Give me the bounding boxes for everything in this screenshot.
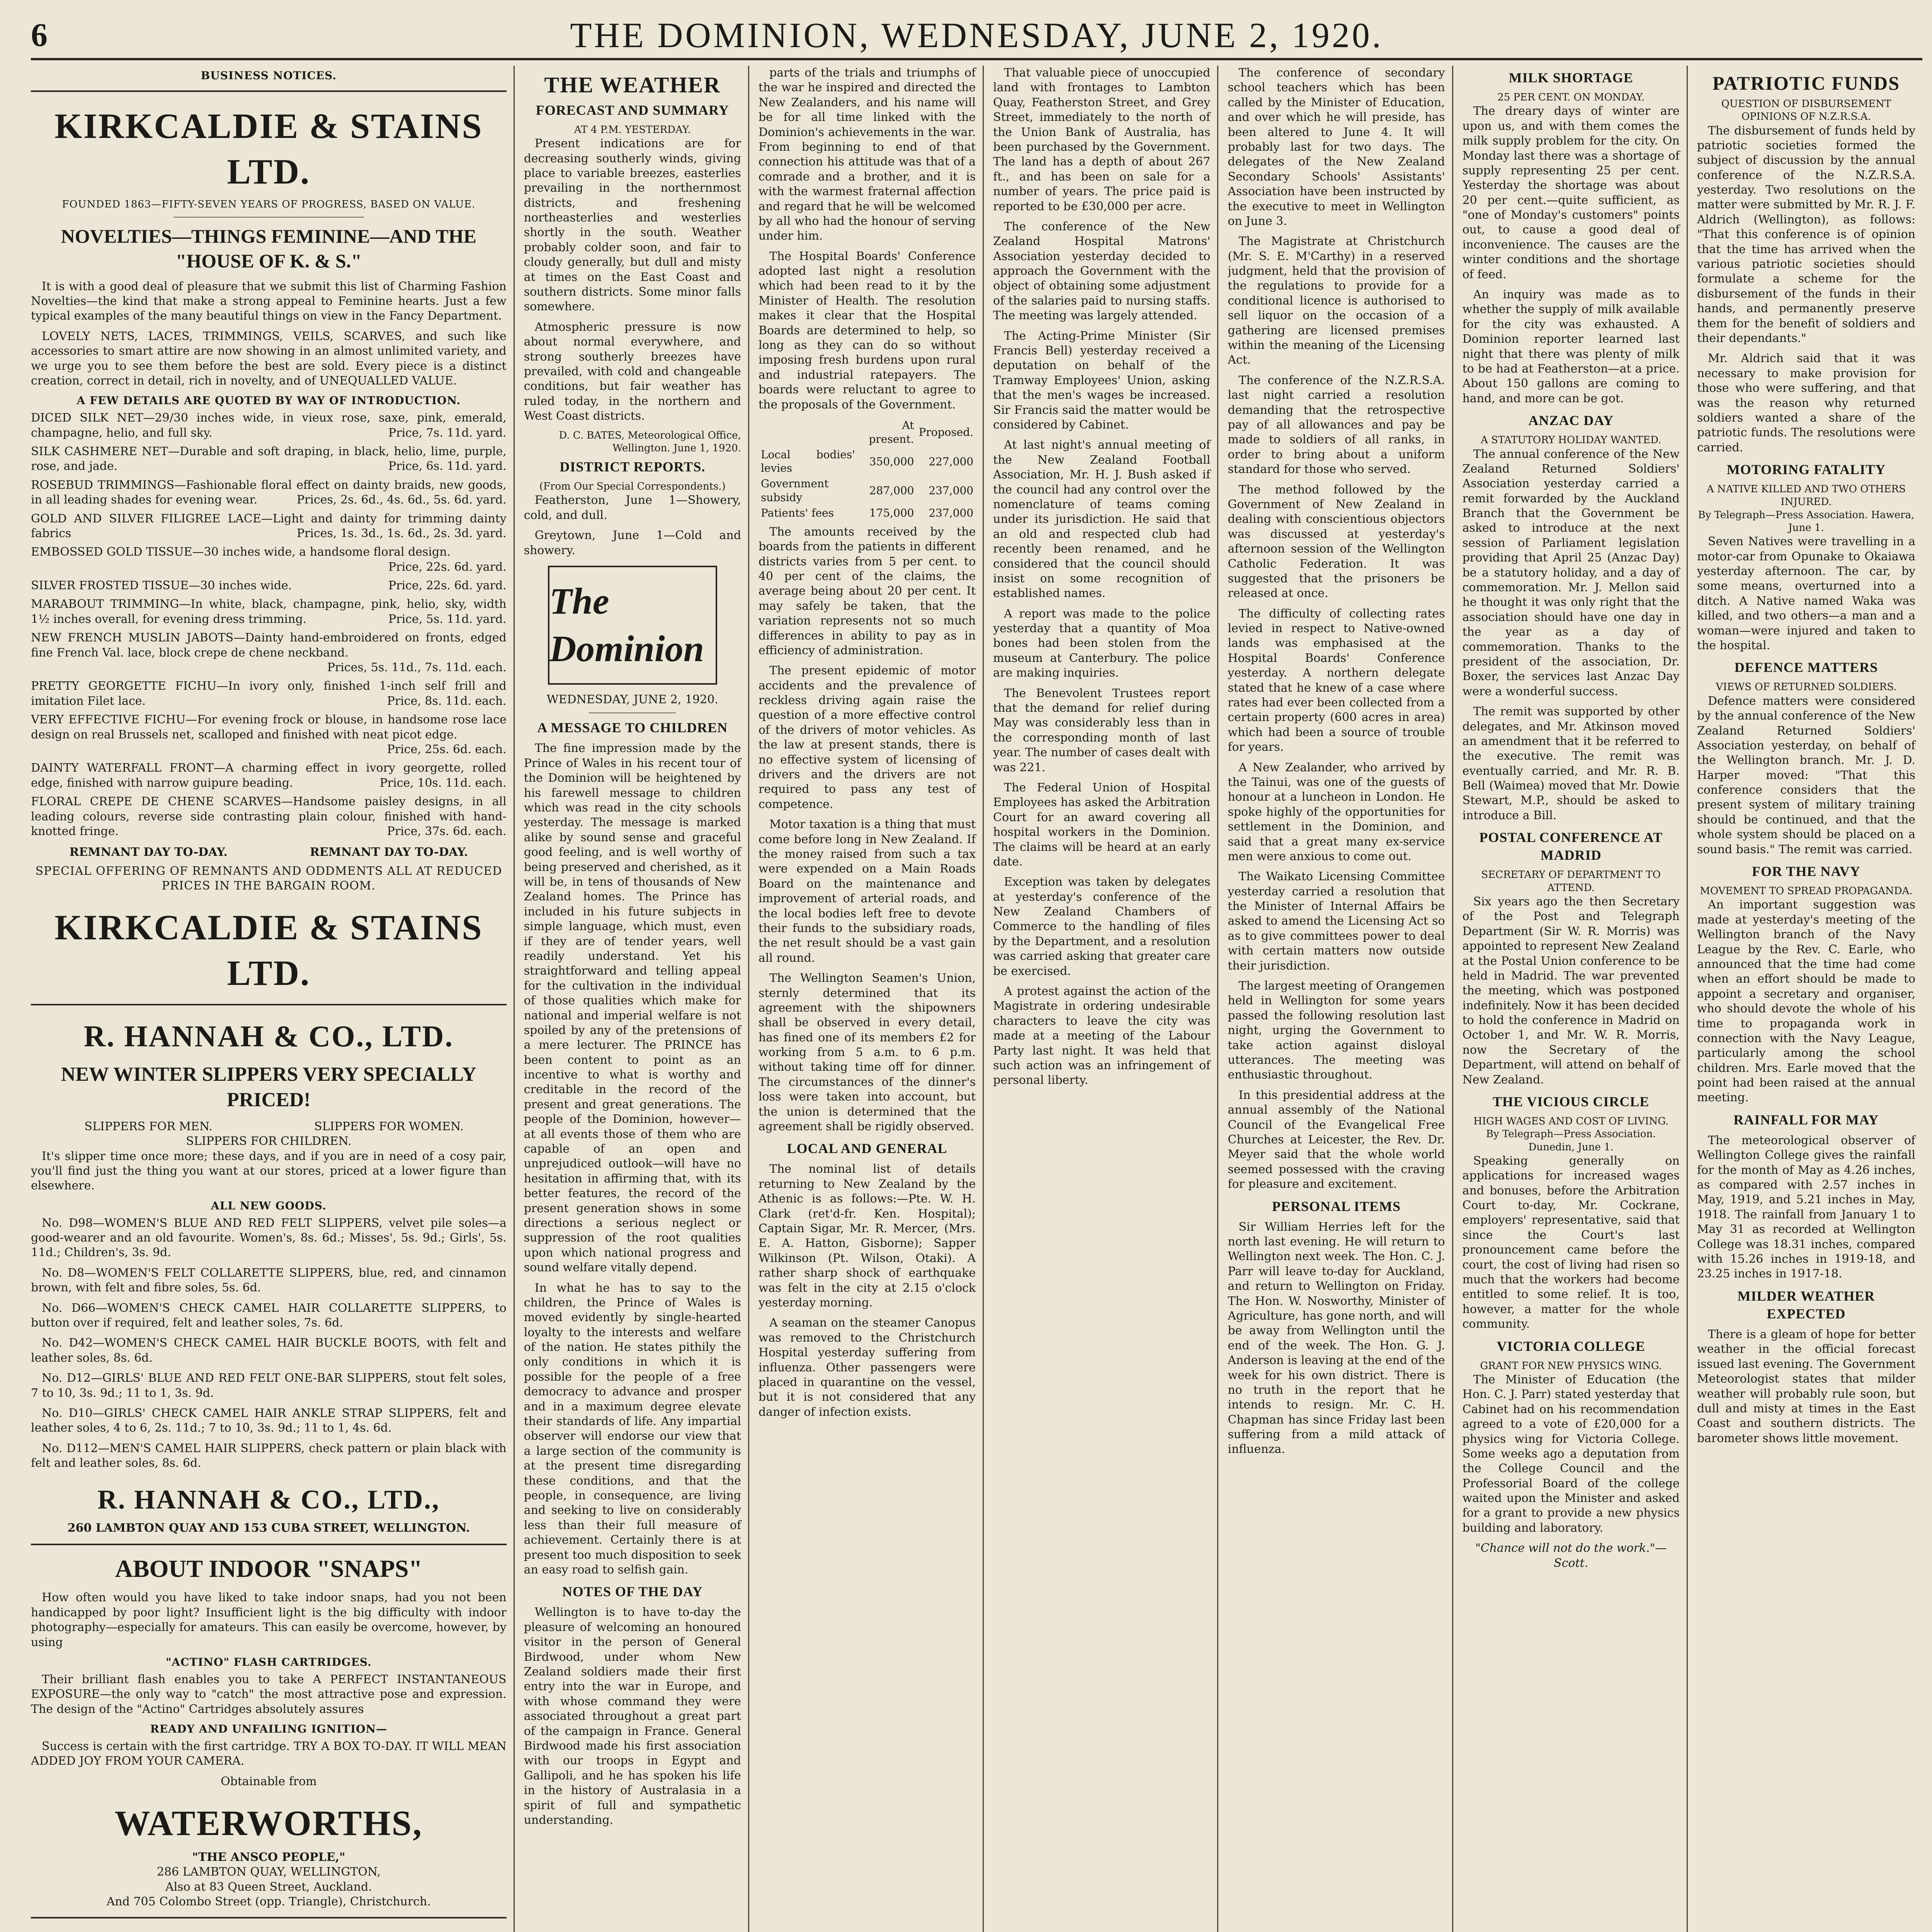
col5-body-4: The method followed by the Government of New Zealand in dealing with conscientious objectors was discussed at yesterday's afternoon session of the Wellington Catholic Federation. It was suggested that the prisoners be released at once.: [1228, 483, 1445, 600]
patriotic-funds-heading: PATRIOTIC FUNDS: [1712, 72, 1900, 94]
victoria-college-sub: GRANT FOR NEW PHYSICS WING.: [1480, 1360, 1662, 1372]
list-item: [31, 444, 507, 474]
list-item: [31, 512, 507, 541]
item-price: Prices, 2s. 6d., 4s. 6d., 5s. 6d. yard.: [296, 493, 507, 507]
novelties-heading: NOVELTIES—THINGS FEMININE—AND THE "HOUSE OF K. & S.": [61, 225, 476, 272]
item-price: Prices, 1s. 3d., 1s. 6d., 2s. 3d. yard.: [296, 526, 507, 540]
col4-body-9: A protest against the action of the Magistrate in ordering undesirable characters to leave the city was made at a meeting of the Labour Party last night. It was held that such action was an infringement of personal liberty.: [993, 985, 1211, 1087]
list-item: [31, 478, 507, 508]
item-price: Price, 7s. 11d. yard.: [388, 426, 507, 440]
victoria-college-body: The Minister of Education (the Hon. C. J. Parr) stated yesterday that Cabinet had on his recommendation agreed to a vote of £20,000 for a physics wing for Victoria College. Some weeks ago a deputation from the College Council and the Professorial Board of the college waited upon the Minister and asked for a grant to provide a new physics building and laboratory.: [1462, 1372, 1680, 1535]
item-description: FLORAL CREPE DE CHENE SCARVES—Handsome paisley designs, in all leading colours, reverse side contrasting plain colour, finished with hand-knotted fringe.: [31, 795, 507, 838]
kirkcaldie-title-footer: KIRKCALDIE & STAINS LTD.: [54, 908, 483, 993]
table-header-row: [759, 418, 976, 447]
dominion-flag: The Dominion: [548, 566, 717, 685]
kirkcaldie-item-list: [31, 411, 507, 839]
ready-ignition: READY AND UNFAILING IGNITION—: [150, 1723, 388, 1735]
list-item: No. D8—WOMEN'S FELT COLLARETTE SLIPPERS, blue, red, and cinnamon brown, with felt and fibre soles, 5s. 6d.: [31, 1266, 507, 1295]
item-price: Price, 6s. 11d. yard.: [388, 459, 507, 473]
personal-items-body: Sir William Herries left for the north last evening. He will return to Wellington next week. The Hon. C. J. Parr will leave to-day for Auckland, and return to Wellington on Friday. The Hon. W. Nosworthy, Minister of Agriculture, has gone north, and will be away from Wellington until the end of the week. The Hon. G. J. Anderson is leaving at the end of the week for his own district. There is no truth in the report that he intends to resign. Mr. C. H. Chapman has since Friday last been suffering from a mild attack of influenza.: [1228, 1220, 1445, 1456]
milk-shortage-heading: MILK SHORTAGE: [1509, 70, 1633, 85]
motoring-fatality-heading: MOTORING FATALITY: [1726, 462, 1886, 478]
defence-matters-heading: DEFENCE MATTERS: [1734, 660, 1878, 675]
item-price: Price, 37s. 6d. each.: [387, 824, 507, 838]
milk-shortage-sub: 25 PER CENT. ON MONDAY.: [1497, 92, 1645, 104]
list-item: No. D98—WOMEN'S BLUE AND RED FELT SLIPPERS, velvet pile soles—a good-wearer and an old favourite. Women's, 8s. 6d.; Misses', 5s. 9d.; Girls', 5s. 11d.; Children's, 3s. 9d.: [31, 1216, 507, 1260]
milder-weather-heading: MILDER WEATHER EXPECTED: [1737, 1288, 1875, 1321]
newspaper-page: [31, 66, 1922, 1932]
list-item: [31, 761, 507, 791]
actino-body: Their brilliant flash enables you to take A PERFECT INSTANTANEOUS EXPOSURE—the only way to "catch" the most attractive pose and expression. The design of the "Actino" Cartridges absolutely assures: [31, 1672, 507, 1716]
motoring-fatality-body: Seven Natives were travelling in a motor-car from Opunake to Okaiawa yesterday afternoon. The car, by some means, overturned into a ditch. A Native named Waka was killed, and two others—a man and a woman—were injured and taken to the hospital.: [1697, 535, 1916, 652]
col4-body-5: A report was made to the police yesterday that a quantity of Moa bones had been stolen from the museum at Canterbury. The police are making inquiries.: [993, 607, 1211, 680]
list-item: [31, 679, 507, 709]
table-col-proposed: Proposed.: [918, 425, 974, 439]
local-general-body-2: A seaman on the steamer Canopus was removed to the Christchurch Hospital yesterday suffering from influenza. Other passengers were placed in quarantine on the vessel, but it is not considered that any danger of infection exists.: [758, 1316, 976, 1419]
item-price: Price, 8s. 11d. each.: [387, 694, 507, 708]
page-number: 6: [31, 16, 48, 53]
obtainable-from: Obtainable from: [221, 1774, 317, 1788]
rainfall-heading: RAINFALL FOR MAY: [1733, 1112, 1879, 1128]
column-news-3: [1228, 66, 1453, 1932]
col4-body-2: The conference of the New Zealand Hospital Matrons' Association yesterday decided to approach the Government with the object of obtaining some adjustment of the salaries paid to nursing staffs. The meeting was largely attended.: [993, 219, 1211, 323]
item-description: GOLD AND SILVER FILIGREE LACE—Light and dainty for trimming dainty fabrics: [31, 512, 507, 540]
list-item: No. D10—GIRLS' CHECK CAMEL HAIR ANKLE STRAP SLIPPERS, felt and leather soles, 4 to 6, 2s. 11d.; 7 to 10, 3s. 9d.; 11 to 1, 4s. 6d.: [31, 1406, 507, 1435]
list-item: [31, 713, 507, 757]
item-price: Price, 22s. 6d. yard.: [388, 560, 507, 574]
defence-matters-sub: VIEWS OF RETURNED SOLDIERS.: [1716, 681, 1897, 693]
district-report-2: Greytown, June 1—Cold and showery.: [524, 529, 741, 557]
col3-body-5: Motor taxation is a thing that must come before long in New Zealand. If the money raised from such a tax were expended on a Main Roads Board on the maintenance and improvement of arterial roads, and the local bodies left free to devote their funds to the subsidiary roads, the net result should be a vast gain all round.: [758, 818, 976, 965]
col5-body-6: A New Zealander, who arrived by the Tainui, was one of the guests of honour at a luncheon in London. He spoke highly of the opportunities for settlement in the Dominion, and said that a great many ex-service men were anxious to come out.: [1228, 760, 1445, 863]
hannah-body: It's slipper time once more; these days, and if you are in need of a cosy pair, you'll find just the thing you want at our stores, priced at a lower figure than elsewhere.: [31, 1149, 507, 1193]
item-price: Price, 5s. 11d. yard.: [388, 612, 507, 626]
milk-shortage-body: The dreary days of winter are upon us, and with them comes the milk supply problem for the city. On Monday last there was a shortage of supply representing 25 per cent. Yesterday the shortage was about 20 per cent.—quite sufficient, as "one of Monday's customers" points out, to cause a good deal of inconvenience. The causes are the winter conditions and the shortage of feed.: [1462, 104, 1680, 281]
item-description: SILK CASHMERE NET—Durable and soft draping, in black, helio, lime, purple, rose, and jade.: [31, 444, 507, 473]
list-item: No. D66—WOMEN'S CHECK CAMEL HAIR COLLARETTE SLIPPERS, to button over if required, felt and leather soles, 7s. 6d.: [31, 1301, 507, 1330]
list-item: [31, 794, 507, 839]
weather-body: Present indications are for decreasing southerly winds, giving place to variable breezes, easterlies prevailing in the northernmost districts, and freshening northeasterlies and westerlies shortly in the south. Weather probably colder soon, and fair to cloudy generally, but dull and misty at times on the East Coast and southern districts. Some minor falls somewhere.: [524, 137, 741, 314]
district-reports-sub: (From Our Special Correspondents.): [539, 481, 726, 493]
list-item: [31, 411, 507, 440]
item-description: VERY EFFECTIVE FICHU—For evening frock or blouse, in handsome rose lace design on real Brussels net, scalloped and finished with neat picot edge.: [31, 713, 507, 742]
victoria-college-heading: VICTORIA COLLEGE: [1497, 1338, 1645, 1354]
hannah-address: 260 LAMBTON QUAY AND 153 CUBA STREET, WELLINGTON.: [67, 1521, 470, 1535]
slippers-women: SLIPPERS FOR WOMEN.: [314, 1119, 464, 1133]
column-news-4: [1463, 66, 1688, 1932]
column-advertisements: [31, 66, 515, 1932]
table-row: Patients' fees 175,000 237,000: [760, 506, 974, 519]
item-price: Price, 25s. 6d. each.: [387, 742, 507, 756]
district-reports-heading: DISTRICT REPORTS.: [560, 459, 706, 475]
col5-body-5: The difficulty of collecting rates levied in respect to Native-owned lands was emphasised at the Hospital Boards' Conference yesterday. A northern delegate stated that he knew of a case where rates had ever been collected from a certain property (600 acres in area) which had been a source of trouble for years.: [1228, 607, 1445, 754]
waterworths-address: 286 LAMBTON QUAY, WELLINGTON,: [156, 1865, 381, 1879]
few-details-heading: A FEW DETAILS ARE QUOTED BY WAY OF INTRODUCTION.: [77, 394, 461, 407]
message-heading: A MESSAGE TO CHILDREN: [537, 720, 728, 736]
hannah-title: R. HANNAH & CO., LTD.: [83, 1019, 454, 1053]
slippers-men: SLIPPERS FOR MEN.: [84, 1119, 213, 1133]
novelties-body-2: LOVELY NETS, LACES, TRIMMINGS, VEILS, SCARVES, and such like accessories to smart attire are now showing in an almost unlimited variety, and we urge you to see them before the best are sold. Every piece is a distinct creation, correct in detail, rich in novelty, and of UNEQUALLED VALUE.: [31, 329, 507, 388]
remnant-day-row: [31, 845, 507, 860]
patriotic-funds-sub-2: OPINIONS OF N.Z.R.S.A.: [1741, 111, 1871, 123]
special-offering: SPECIAL OFFERING OF REMNANTS AND ODDMENTS ALL AT REDUCED PRICES IN THE BARGAIN ROOM.: [35, 864, 502, 893]
success-body: Success is certain with the first cartridge. TRY A BOX TO-DAY. IT WILL MEAN ADDED JOY FROM YOUR CAMERA.: [31, 1739, 507, 1768]
actino-cartridges: "ACTINO" FLASH CARTRIDGES.: [165, 1656, 372, 1668]
weather-subheading: FORECAST AND SUMMARY: [536, 102, 729, 118]
kirkcaldie-title: KIRKCALDIE & STAINS LTD.: [54, 106, 483, 191]
col5-body-2: The Magistrate at Christchurch (Mr. S. E. M'Carthy) in a reserved judgment, held that the provision of the regulations to provide for a conditional licence is authorised to sell liquor on the occasion of a gathering are licensed premises within the meaning of the Licensing Act.: [1228, 235, 1445, 367]
col5-body-3: The conference of the N.Z.R.S.A. last night carried a resolution demanding that the retrospective pay of all allowances and pay be made to soldiers of all ranks, in order to bring about a uniform standard for those who served.: [1228, 373, 1445, 476]
col4-body-8: Exception was taken by delegates at yesterday's conference of the New Zealand Chambers of Commerce to the handling of files by the Department, and a resolution was carried asking that greater care be exercised.: [993, 875, 1211, 978]
col5-body-1: The conference of secondary school teachers which has been called by the Minister of Education, and over which he will preside, has been altered to June 4. It will probably last for two days. The delegates of the New Zealand Secondary Schools' Assistants' Association have been instructed by the executive to meet in Wellington on June 3.: [1228, 66, 1445, 228]
vicious-circle-body: Speaking generally on applications for increased wages and bonuses, before the Arbitration Court to-day, Mr. Cockrane, employers' representative, said that since the Court's last pronouncement came before the court, the cost of living had risen so much that the workers had become entitled to some relief. It is too, however, a matter for the whole community.: [1462, 1154, 1680, 1331]
hannah-title-footer: R. HANNAH & CO., LTD.,: [97, 1485, 440, 1515]
defence-matters-body: Defence matters were considered by the annual conference of the New Zealand Returned Soldiers' Association yesterday, on behalf of the Wellington branch. Mr. J. D. Harper moved: "That this conference considers that the present system of military training should be continued, and that the whole system should be placed on a sound basis." The remit was carried.: [1697, 694, 1916, 856]
navy-sub: MOVEMENT TO SPREAD PROPAGANDA.: [1700, 885, 1913, 897]
hannah-item-list: [31, 1216, 507, 1471]
col3-body-6: The Wellington Seamen's Union, sternly determined that its agreement with the shipowners shall be observed in every detail, has fined one of its members £2 for working from 5 a.m. to 6 p.m. without taking time off for dinner. The circumstances of the dinner's loss were taken into account, but the union is determined that the agreement shall be rigidly observed.: [758, 971, 976, 1134]
col5-body-7: The Waikato Licensing Committee yesterday carried a resolution that the Minister of Internal Affairs be asked to amend the Licensing Act so as to give committees power to deal with certain matters now outside their jurisdiction.: [1228, 870, 1445, 973]
ansco-people: "THE ANSCO PEOPLE,": [192, 1850, 345, 1864]
table-row: Local bodies' levies 350,000 227,000: [760, 448, 974, 475]
milk-shortage-body-2: An inquiry was made as to whether the supply of milk available for the city was exhausted. A Dominion reporter learned last night that there was plenty of milk to be had at Featherston—at a price. About 150 gallons are coming to hand, and more can be got.: [1462, 288, 1680, 405]
slippers-children: SLIPPERS FOR CHILDREN.: [186, 1134, 352, 1148]
item-price: Price, 10s. 11d. each.: [379, 776, 507, 790]
item-description: EMBOSSED GOLD TISSUE—30 inches wide, a handsome floral design.: [31, 545, 451, 559]
patriotic-funds-body: The disbursement of funds held by patriotic societies formed the subject of discussion by the annual conference of the N.Z.R.S.A. yesterday. Two resolutions on the matter were submitted by Mr. R. J. F. Aldrich (Wellington), as follows: "That this conference is of opinion that the time has arrived when the various patriotic societies should formulate a scheme for the disbursement of the funds in their hands, and permanently preserve them for the benefit of soldiers and their dependants.": [1697, 124, 1916, 345]
col4-body-4: At last night's annual meeting of the New Zealand Football Association, Mr. H. J. Bush asked if the council had any control over the nomenclature of teams coming under its jurisdiction. He said that an old and respected club had recently been renamed, and he considered that the council should insist on some recognition of established names.: [993, 438, 1211, 600]
weather-signed: D. C. BATES, Meteorological Office, Wellington. June 1, 1920.: [559, 429, 741, 454]
item-description: MARABOUT TRIMMING—In white, black, champagne, pink, helio, sky, width 1½ inches overall, for evening dress trimming.: [31, 597, 507, 626]
list-item: [31, 597, 507, 627]
small-ads-right: [271, 1926, 506, 1932]
col3-body-1: parts of the trials and triumphs of the war he inspired and directed the New Zealanders, and his name will be for all time linked with the Dominion's achievements in the war. From beginning to end of that connection his attitude was that of a comrade and a brother, and it is with the warmest fraternal affection and regard that he will be welcomed by all who had the honour of serving under him.: [758, 66, 976, 243]
local-general-body: The nominal list of details returning to New Zealand by the Athenic is as follows:—Pte. W. H. Clark (ret'd-fr. Ken. Hospital); Captain Sigar, Mr. R. Mercer, (Mrs. E. A. Hatton, Gisborne); Sapper Wilkinson (Pt. Wilson, Otaki). A rather sharp shock of earthquake was felt in the city at 2.15 o'clock yesterday morning.: [758, 1162, 976, 1310]
waterworths-title: WATERWORTHS,: [114, 1803, 423, 1843]
message-body: The fine impression made by the Prince of Wales in his recent tour of the Dominion will be heightened by his farewell message to children which was read in the city schools yesterday. The message is marked alike by sound sense and graceful good feeling, and is well worthy of being preserved and cherished, as it will be, in tens of thousands of New Zealand homes. The Prince has included in his future subjects in simple language, which must, even if they are of tender years, well readily understand. Yet his straightforward and telling appeal for the cultivation in the individual of those qualities which make for national and imperial welfare is not spoiled by any of the pretensions of a mere lecturer. The PRINCE has been content to point as an incentive to what is worthy and creditable in the record of the present and great generations. The people of the Dominion, however—at all events those of them who are capable of an open and unprejudiced outlook—will have no hesitation in affirming that, with its better features, the record of the present generation shows in some directions a serious neglect or suppression of the root qualities upon which national progress and sound welfare vitally depend.: [524, 742, 741, 1275]
vicious-circle-sub: HIGH WAGES AND COST OF LIVING.: [1473, 1116, 1669, 1128]
item-description: DICED SILK NET—29/30 inches wide, in vieux rose, saxe, pink, emerald, champagne, helio, and full sky.: [31, 411, 507, 440]
waterworths-also: Also at 83 Queen Street, Auckland.: [165, 1880, 372, 1894]
remnant-day-right: REMNANT DAY TO-DAY.: [310, 845, 468, 859]
item-price: Prices, 5s. 11d., 7s. 11d. each.: [327, 661, 507, 675]
table-col-present: At present.: [869, 418, 914, 446]
navy-body: An important suggestion was made at yesterday's meeting of the Wellington branch of the Navy League by the Rev. C. Earle, who announced that the time had come when an effort should be made to appoint a secretary and organiser, who should devote the whole of his time to propaganda work in connection with the Navy League, particularly among the school children. Mrs. Earle moved that the point had been raised at the annual meeting.: [1697, 898, 1916, 1105]
column-news-5: [1697, 66, 1922, 1932]
vicious-circle-heading: THE VICIOUS CIRCLE: [1492, 1094, 1650, 1110]
col5-body-9: In this presidential address at the annual assembly of the National Council of the Evangelical Free Churches at Leicester, the Rev. Dr. Meyer said that the whole world seemed possessed with the craving for pleasure and excitement.: [1228, 1088, 1445, 1191]
column-weather-editorial: [524, 66, 749, 1932]
notes-heading: NOTES OF THE DAY: [562, 1584, 703, 1600]
col4-body-1: That valuable piece of unoccupied land with frontages to Lambton Quay, Featherston Street, and Grey Street, immediately to the north of the Union Bank of Australia, has been purchased by the Government. The land has a depth of about 267 ft., and has been on sale for a number of years. The price paid is reported to be £30,000 per acre.: [993, 66, 1211, 213]
notes-body: Wellington is to have to-day the pleasure of welcoming an honoured visitor in the person of General Birdwood, under whom New Zealand soldiers made their first entry into the war in Europe, and with whose command they were associated throughout a great part of the campaign in France. General Birdwood made his first association with our troops in Egypt and Gallipoli, and he has spoken his life in the history of Australasia in a spirit of full and sympathetic understanding.: [524, 1605, 741, 1827]
item-price: Price, 22s. 6d. yard.: [388, 579, 507, 593]
remnant-day-left: REMNANT DAY TO-DAY.: [69, 845, 228, 859]
column-news-1: [759, 66, 984, 1932]
slipper-categories: [31, 1119, 507, 1134]
indoor-snaps-body: How often would you have liked to take indoor snaps, had you not been handicapped by poor light? Insufficient light is the big difficulty with indoor photography—especially for amateurs. This can easily be overcome, however, by using: [31, 1591, 507, 1649]
item-description: SILVER FROSTED TISSUE—30 inches wide.: [31, 579, 292, 593]
col3-body-4: The present epidemic of motor accidents and the prevalence of reckless driving again raise the question of a more effective control of the drivers of motor vehicles. As the law at present stands, there is no effective system of licensing of drivers and the drivers are not required to pass any test of competence.: [758, 664, 976, 811]
item-description: NEW FRENCH MUSLIN JABOTS—Dainty hand-embroidered on fronts, edged fine French Val. lace, block crepe de chene neckband.: [31, 631, 507, 660]
local-general-heading: LOCAL AND GENERAL: [787, 1141, 947, 1156]
col5-body-8: The largest meeting of Orangemen held in Wellington for some years passed the following resolution last night, urging the Government to take action against disloyal utterances. The meeting was enthusiastic throughout.: [1228, 979, 1445, 1082]
patriotic-funds-body-2: Mr. Aldrich said that it was necessary to make provision for those who were suffering, and that was the reason why returned soldiers wanted a share of the patriotic funds. The resolutions were carried.: [1697, 352, 1916, 454]
indoor-snaps-heading: ABOUT INDOOR "SNAPS": [115, 1554, 423, 1582]
weather-time: AT 4 P.M. YESTERDAY.: [574, 124, 691, 136]
col4-body-7: The Federal Union of Hospital Employees has asked the Arbitration Court for an award covering all hospital workers in the Dominion. The claims will be heard at an early date.: [993, 781, 1211, 869]
all-new-goods: ALL NEW GOODS.: [211, 1199, 327, 1212]
item-description: ROSEBUD TRIMMINGS—Fashionable floral effect on dainty braids, new goods, in all leading shades for evening wear.: [31, 478, 507, 507]
postal-conference-body: Six years ago the then Secretary of the Post and Telegraph Department (Sir W. R. Morris) was appointed to represent New Zealand at the Postal Union conference to be held in Madrid. The war prevented the meeting, which was postponed indefinitely. Now it has been decided to hold the conference in Madrid on October 1, and Mr. W. R. Morris, now the Secretary of the Department, will attend on behalf of New Zealand.: [1462, 895, 1680, 1087]
col3-body-3: The amounts received by the boards from the patients in different districts varies from 5 per cent. to 40 per cent of the claims, the average being about 20 per cent. It may safely be taken, that the variation represents not so much differences in ability to pay as in efficiency of administration.: [758, 525, 976, 657]
list-item: No. D12—GIRLS' BLUE AND RED FELT ONE-BAR SLIPPERS, stout felt soles, 7 to 10, 3s. 9d.; 11 to 1, 3s. 9d.: [31, 1371, 507, 1400]
list-item: [31, 631, 507, 675]
item-description: PRETTY GEORGETTE FICHU—In ivory only, finished 1-inch self frill and imitation Filet lace.: [31, 679, 507, 708]
novelties-body: It is with a good deal of pleasure that we submit this list of Charming Fashion Novelties—the kind that make a strong appeal to Feminine hearts. Just a few typical examples of the many beautiful things on view in the Fancy Department.: [31, 279, 507, 323]
small-ads-grid: [31, 1926, 507, 1932]
list-item: No. D112—MEN'S CAMEL HAIR SLIPPERS, check pattern or plain black with felt and leather soles, 8s. 6d.: [31, 1441, 507, 1470]
postal-conference-heading: POSTAL CONFERENCE AT MADRID: [1479, 830, 1663, 863]
motoring-fatality-byline: By Telegraph—Press Association. Hawera, June 1.: [1698, 509, 1915, 534]
list-item: [31, 578, 507, 593]
table-row: Government subsidy 287,000 237,000: [760, 477, 974, 504]
list-item: [31, 545, 507, 575]
weather-body-2: Atmospheric pressure is now about normal everywhere, and strong southerly breezes have prevailed, with cold and changeable conditions, but fair weather has ruled today, in the northern and West Coast districts.: [524, 320, 741, 423]
masthead-title: THE DOMINION, WEDNESDAY, JUNE 2, 1920.: [570, 15, 1383, 55]
weather-heading: THE WEATHER: [544, 72, 721, 97]
column-news-2: [993, 66, 1218, 1932]
small-ads-left: [31, 1926, 266, 1932]
vicious-circle-byline: By Telegraph—Press Association. Dunedin, June 1.: [1486, 1128, 1656, 1153]
anzac-day-sub: A STATUTORY HOLIDAY WANTED.: [1481, 434, 1662, 446]
col3-body-2: The Hospital Boards' Conference adopted last night a resolution which had been read to it by the Minister of Health. The resolution makes it clear that the Hospital Boards are determined to help, so long as they can do so without imposing fresh burdens upon rural and industrial ratepayers. The boards were reluctant to agree to the proposals of the Government.: [758, 249, 976, 412]
district-report-1: Featherston, June 1—Showery, cold, and dull.: [524, 493, 741, 522]
dominion-date: WEDNESDAY, JUNE 2, 1920.: [546, 693, 718, 706]
col4-body-6: The Benevolent Trustees report that the demand for relief during May was considerably less than in the corresponding month of last year. The number of cases dealt with was 221.: [993, 686, 1211, 774]
rainfall-body: The meteorological observer of Wellington College gives the rainfall for the month of May as 4.26 inches, as compared with 2.57 inches in May, 1919, and 5.21 inches in May, 1918. The rainfall from January 1 to May 31 as recorded at Wellington College was 18.31 inches, compared with 15.26 inches in 1919-18, and 23.25 inches in 1917-18.: [1697, 1133, 1916, 1281]
anzac-day-body: The annual conference of the New Zealand Returned Soldiers' Association yesterday carried a remit forwarded by the Auckland Branch that the Government be asked to introduce at the next session of Parliament legislation providing that April 25 (Anzac Day) be a statutory holiday, and a day of commemoration. Mr. J. Mellon said he thought it was only right that the association should have one day in the year as a day of commemoration. Thanks to the president of the association, Dr. Boxer, the services last Anzac Day were a wonderful success.: [1462, 447, 1680, 698]
message-body-2: In what he has to say to the children, the Prince of Wales is moved evidently by single-hearted loyalty to the interests and welfare of the nation. He states pithily the only conditions in which it is possible for the people of a free democracy to advance and prosper and in a maximum degree elevate their standards of life. Any impartial observer will endorse our view that a large section of the community is at the present time disregarding these conditions, and that the people, in consequence, are living and seeking to live on considerably less than their full measure of achievement. Certainly there is at present too much disposition to seek an easy road to selfish gain.: [524, 1281, 741, 1577]
kirkcaldie-founded: FOUNDED 1863—FIFTY-SEVEN YEARS OF PROGRESS, BASED ON VALUE.: [62, 199, 476, 211]
hannah-subtitle: NEW WINTER SLIPPERS VERY SPECIALLY PRICED!: [61, 1063, 476, 1111]
patriotic-funds-sub: QUESTION OF DISBURSEMENT: [1721, 98, 1891, 110]
list-item: No. D42—WOMEN'S CHECK CAMEL HAIR BUCKLE BOOTS, with felt and leather soles, 8s. 6d.: [31, 1336, 507, 1365]
milder-weather-body: There is a gleam of hope for better weather in the official forecast issued last evening. The Government Meteorologist states that milder weather will probably rule soon, but dull and misty at times in the East Coast and southern districts. The barometer shows little movement.: [1697, 1327, 1916, 1445]
item-description: DAINTY WATERFALL FRONT—A charming effect in ivory georgette, rolled edge, finished with narrow guipure beading.: [31, 761, 507, 790]
navy-heading: FOR THE NAVY: [1752, 864, 1861, 879]
business-notices-heading: BUSINESS NOTICES.: [201, 69, 337, 82]
anzac-day-body-2: The remit was supported by other delegates, and Mr. Atkinson moved an amendment that it be referred to the executive. The remit was eventually carried, and Mr. R. B. Bell (Waimea) moved that Mr. Dowie Stewart, M.P., should be asked to introduce a Bill.: [1462, 705, 1680, 822]
waterworths-and: And 705 Colombo Street (opp. Triangle), Christchurch.: [106, 1895, 431, 1908]
masthead: [31, 15, 1922, 60]
bottom-quote: "Chance will not do the work."—Scott.: [1475, 1541, 1667, 1570]
postal-conference-sub: SECRETARY OF DEPARTMENT TO ATTEND.: [1481, 869, 1661, 894]
anzac-day-heading: ANZAC DAY: [1528, 413, 1614, 429]
hospital-finance-table: [759, 418, 976, 521]
personal-items-heading: PERSONAL ITEMS: [1272, 1198, 1401, 1214]
col4-body-3: The Acting-Prime Minister (Sir Francis Bell) yesterday received a deputation on behalf of the Tramway Employees' Union, asking that the men's wages be increased. Sir Francis said the matter would be considered by Cabinet.: [993, 329, 1211, 432]
motoring-fatality-sub: A NATIVE KILLED AND TWO OTHERS INJURED.: [1706, 483, 1906, 508]
